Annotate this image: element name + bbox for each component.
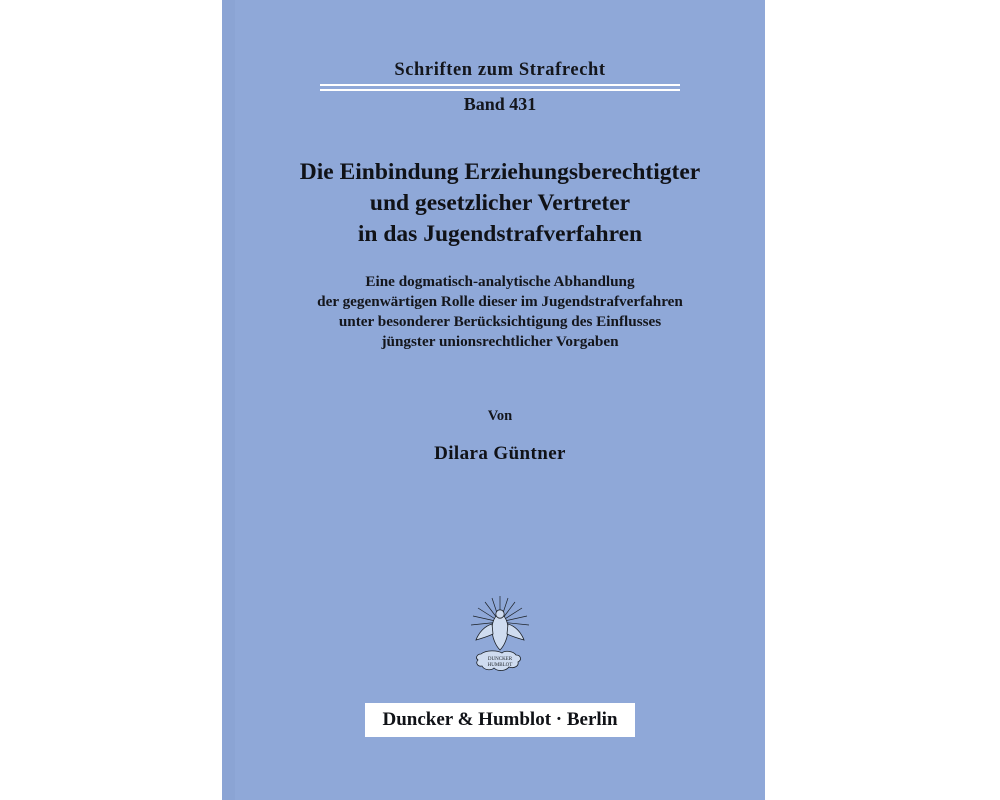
book-subtitle-line: der gegenwärtigen Rolle dieser im Jugendstrafverfahren bbox=[317, 293, 683, 310]
cover-front-face bbox=[235, 0, 765, 800]
series-title: Schriften zum Strafrecht bbox=[394, 60, 606, 80]
book-subtitle-line: unter besonderer Berücksichtigung des Einflusses bbox=[338, 313, 662, 330]
book-title-line: Die Einbindung Erziehungsberechtigter bbox=[299, 159, 701, 185]
svg-text:DUNCKER: DUNCKER bbox=[487, 657, 513, 662]
duncker-humblot-publisher-logo bbox=[465, 592, 535, 684]
book-subtitle-line: Eine dogmatisch-analytische Abhandlung bbox=[365, 273, 635, 290]
publisher-name: Duncker & Humblot · Berlin bbox=[382, 709, 618, 730]
book-subtitle bbox=[280, 272, 720, 352]
volume-number: Band 431 bbox=[463, 94, 537, 114]
decorative-double-rule bbox=[320, 84, 680, 91]
book-subtitle-line: jüngster unionsrechtlicher Vorgaben bbox=[381, 333, 619, 350]
book-title-line: und gesetzlicher Vertreter bbox=[369, 190, 631, 216]
page-margin-right bbox=[765, 0, 1000, 800]
book-spine bbox=[222, 0, 235, 800]
svg-text:HUMBLOT: HUMBLOT bbox=[487, 663, 513, 668]
book-title-line: in das Jugendstrafverfahren bbox=[357, 221, 643, 247]
by-label: Von bbox=[487, 408, 513, 424]
page-margin-left bbox=[0, 0, 222, 800]
book-title bbox=[265, 157, 735, 250]
author-name: Dilara Güntner bbox=[434, 443, 566, 464]
